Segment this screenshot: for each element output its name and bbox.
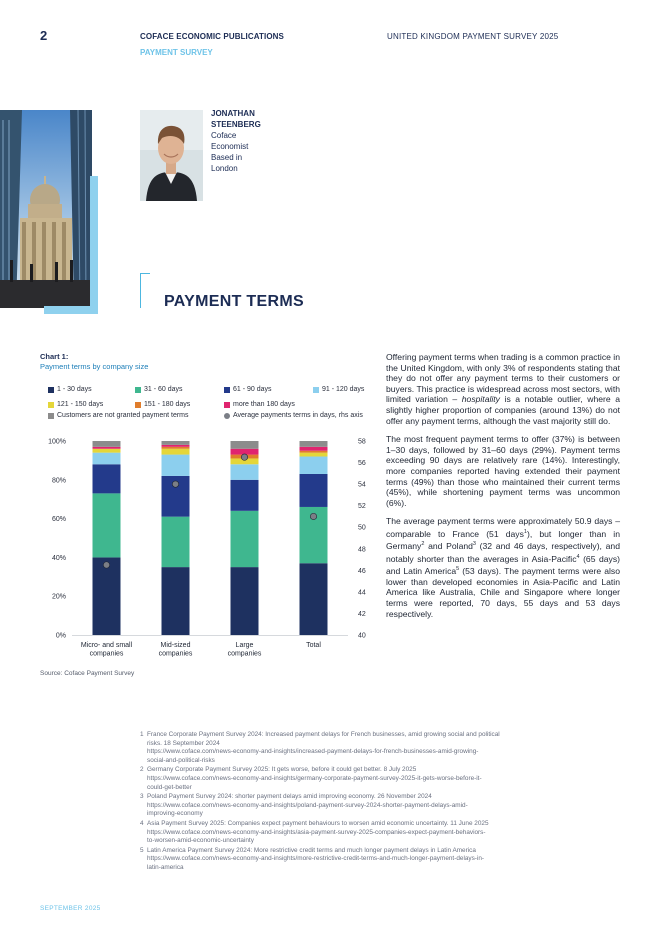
- bar-segment: [231, 480, 259, 511]
- bar-segment: [162, 567, 190, 635]
- author-block: [211, 108, 261, 174]
- body-text: [386, 352, 620, 627]
- bar-segment: [300, 563, 328, 635]
- y-right-tick-label: 56: [358, 460, 366, 468]
- y-left-tick-label: 40%: [51, 554, 66, 562]
- y-right-tick-label: 58: [358, 438, 366, 446]
- legend-item-91-120: 91 - 120 days: [313, 386, 364, 393]
- x-tick-label: Large: [235, 642, 254, 649]
- bar-segment: [162, 447, 190, 449]
- bar-segment: [93, 493, 121, 557]
- bar-segment: [162, 449, 190, 455]
- y-right-tick-label: 52: [358, 503, 366, 511]
- y-right-tick-label: 40: [358, 632, 366, 640]
- payment-terms-chart: [0, 430, 386, 665]
- bar-segment: [93, 453, 121, 465]
- author-role-4: London: [211, 164, 238, 173]
- bar-segment: [231, 441, 259, 449]
- author-role-3: Based in: [211, 153, 243, 162]
- bar-segment: [93, 464, 121, 493]
- x-tick-label: companies: [89, 650, 124, 658]
- footnote-4: 4 Asia Payment Survey 2025: Companies expect payment behaviours to worsen amid economic uncertainty. 11 June 2025 https://www.coface.com/news-economy-and-insights/asia-payment-survey-2025-companies-expect-payment-behaviors- to-worsen-amid-economic-uncertainty: [140, 819, 489, 845]
- footnote-3: 3 Poland Payment Survey 2024: shorter payment delays amid improving economy. 26 November 2024 https://www.coface.com/news-economy-and-insights/poland-payment-survey-2024-shorter-payment-delays-amid- improving-economy: [140, 793, 468, 818]
- author-portrait: [140, 110, 203, 201]
- average-point: [241, 454, 247, 460]
- author-role-2: Economist: [211, 142, 249, 151]
- bar-segment: [231, 567, 259, 635]
- bar-segment: [300, 447, 328, 451]
- bar-segment: [300, 453, 328, 457]
- legend-item-1-30: 1 - 30 days: [48, 386, 92, 393]
- y-left-tick-label: 60%: [51, 516, 66, 524]
- legend-swatch: [48, 402, 54, 408]
- average-point: [172, 481, 178, 487]
- chart-source: Source: Coface Payment Survey: [40, 670, 135, 677]
- legend-item-61-90: 61 - 90 days: [224, 386, 272, 393]
- y-left-tick-label: 0%: [55, 632, 66, 640]
- y-right-tick-label: 54: [358, 481, 366, 489]
- legend-item-151-180: 151 - 180 days: [135, 401, 190, 408]
- x-tick-label: Micro- and small: [80, 642, 133, 649]
- legend-item-over-180: more than 180 days: [224, 401, 295, 408]
- footnote-2: 2 Germany Corporate Payment Survey 2025: It gets worse, before it could get better. 8 July 2025 https://www.coface.com/news-economy-and-insights/germany-corporate-payment-survey-2025-it-gets-worse-before-it- could-get-better: [140, 766, 482, 791]
- section-title: PAYMENT TERMS: [164, 293, 304, 310]
- legend-item-121-150: 121 - 150 days: [48, 401, 103, 408]
- legend-item-average: Average payments terms in days, rhs axis: [224, 412, 363, 419]
- bar-segment: [162, 445, 190, 447]
- legend-swatch: [313, 387, 319, 393]
- bar-segment: [93, 441, 121, 447]
- bar-segment: [93, 449, 121, 453]
- bar-segment: [162, 455, 190, 476]
- bar-segment: [162, 441, 190, 445]
- x-tick-label: Total: [306, 642, 321, 649]
- cathedral-photo: [0, 110, 92, 308]
- bar-segment: [300, 457, 328, 474]
- legend-swatch: [224, 402, 230, 408]
- footnotes: [140, 731, 620, 874]
- bar-segment: [93, 447, 121, 449]
- y-left-tick-label: 100%: [48, 438, 66, 446]
- y-left-tick-label: 80%: [51, 477, 66, 485]
- section-title-bracket: [140, 273, 150, 308]
- y-right-tick-label: 44: [358, 589, 366, 597]
- paragraph-3: The average payment terms were approximately 50.9 days – comparable to France (51 days$^1$), but longer than in Germany$^2$ and Poland$^3$ (32 and 46 days, respectively), and notably shorter than the averages in Asia-Pacific$^4$ (65 days) and Latin America$^5$ (53 days). The payment terms were also lower than developed economies in Asia-Pacific and Latin America like Australia, Chile and Singapore where longer terms were reported, 70 days, 55 days and 53 days respectively.: [386, 516, 620, 619]
- bar-segment: [300, 451, 328, 453]
- chart-subtitle: Payment terms by company size: [40, 362, 149, 371]
- x-tick-label: Mid-sized: [160, 642, 191, 649]
- y-left-tick-label: 20%: [51, 593, 66, 601]
- y-right-tick-label: 46: [358, 567, 366, 575]
- legend-swatch: [224, 387, 230, 393]
- bar-segment: [93, 557, 121, 635]
- legend-swatch: [135, 402, 141, 408]
- publication-name: COFACE ECONOMIC PUBLICATIONS: [140, 32, 284, 41]
- paragraph-1: Offering payment terms when trading is a common practice in the United Kingdom, with only 3% of respondents stating that they do not offer any payment terms to their customers or buyers. This practice is widespread across most sectors, with limited variation – hospitality is a notable outlier, where a slightly higher proportion of companies (around 13%) do not offer any payment terms, although the vast majority still do.: [386, 352, 620, 426]
- bar-segment: [162, 517, 190, 567]
- report-title: UNITED KINGDOM PAYMENT SURVEY 2025: [387, 32, 559, 41]
- footnote-5: 5 Latin America Payment Survey 2024: More restrictive credit terms and much longer payment delays in Latin America https://www.coface.com/news-economy-and-insights/more-restrictive-credit-terms-and-much-longer-payment-delays-in- latin-america: [140, 846, 485, 871]
- photo-accent-bar: [90, 176, 98, 314]
- paragraph-2: The most frequent payment terms to offer (37%) is between 1–30 days, followed by 31–60 days (29%). Payment terms exceeding 90 days are relatively rare (14%). Interestingly, more companies reported having extended their payment terms (49%) than those who maintained their current terms (45%), while shortening payment terms was uncommon (6%).: [386, 434, 620, 508]
- x-tick-label: companies: [158, 650, 193, 658]
- page-number: 2: [40, 28, 48, 43]
- legend-item-31-60: 31 - 60 days: [135, 386, 183, 393]
- y-right-tick-label: 48: [358, 546, 366, 554]
- legend-item-no-terms: Customers are not granted payment terms: [48, 412, 189, 419]
- publication-series: PAYMENT SURVEY: [140, 48, 213, 57]
- average-point: [310, 513, 316, 519]
- author-name-first: JONATHAN: [211, 109, 255, 118]
- legend-swatch: [48, 387, 54, 393]
- footnote-1: 1 France Corporate Payment Survey 2024: Increased payment delays for French businesses, amid growing social and political risks. 18 September 2024 https://www.coface.com/news-economy-and-insights/increased-payment-delays-for-french-businesses-amid-growing- social-and-political-risks: [140, 731, 500, 764]
- legend-swatch: [48, 413, 54, 419]
- photo-accent-base: [44, 306, 98, 314]
- bar-segment: [300, 441, 328, 447]
- footer-date: SEPTEMBER 2025: [40, 905, 101, 912]
- y-right-tick-label: 50: [358, 524, 366, 532]
- legend-marker: [224, 413, 230, 419]
- bar-segment: [300, 474, 328, 507]
- bar-segment: [231, 464, 259, 480]
- y-right-tick-label: 42: [358, 610, 366, 618]
- legend-swatch: [135, 387, 141, 393]
- author-role-1: Coface: [211, 131, 237, 140]
- bar-segment: [231, 511, 259, 567]
- average-point: [103, 562, 109, 568]
- chart-label: Chart 1:: [40, 352, 69, 361]
- author-name-last: STEENBERG: [211, 120, 261, 129]
- x-tick-label: companies: [227, 650, 262, 658]
